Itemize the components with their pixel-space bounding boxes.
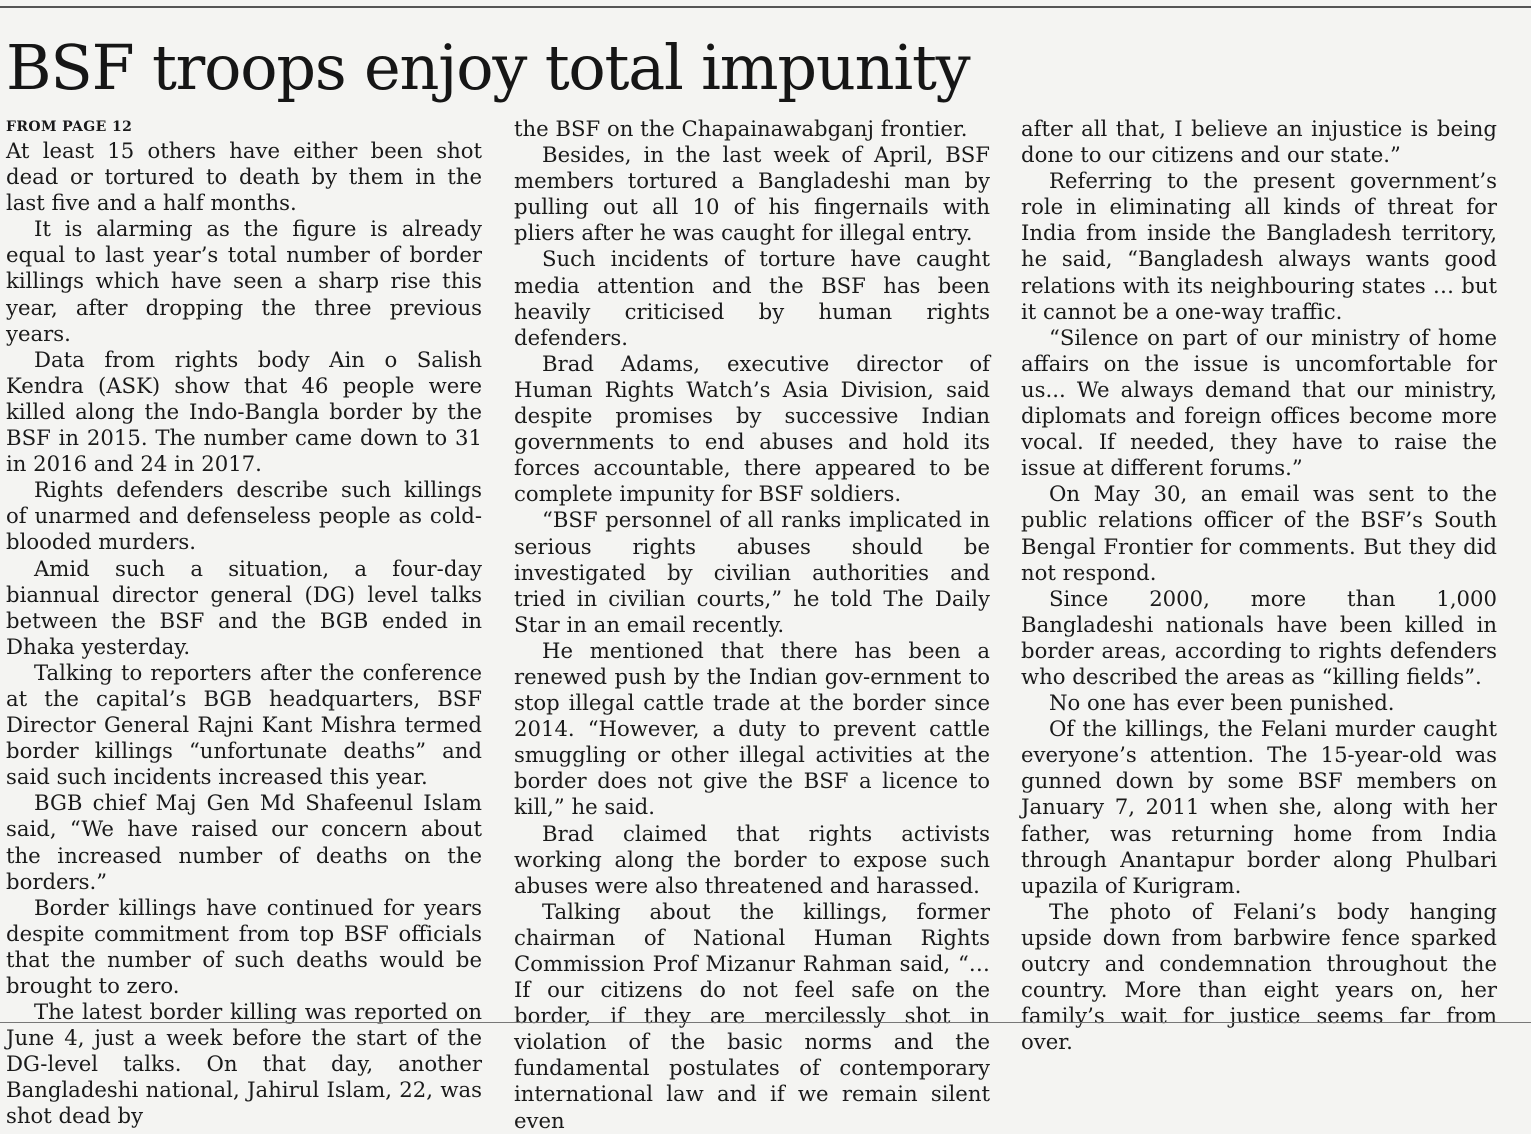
dateline: FROM PAGE 12 (6, 119, 133, 135)
paragraph: Data from rights body Ain o Salish Kendra (ASK) show that 46 people were killed along the Indo-Bangla border by the BSF in 2015. The number came down to 31 in 2016 and 24 in 2017. (6, 346, 482, 477)
paragraph: Such incidents of torture have caught media attention and the BSF has been heavily criticised by human rights defenders. (514, 246, 990, 350)
paragraph: Of the killings, the Felani murder caught everyone’s attention. The 15-year-old was gunned down by some BSF members on January 7, 2011 when she, along with her father, was returning home from India through Anantapur border along Phulbari upazila of Kurigram. (1021, 716, 1497, 898)
article-column-2 (514, 116, 990, 1133)
article-column-3 (1021, 116, 1497, 1055)
paragraph: Brad claimed that rights activists working along the border to expose such abuses were also threatened and harassed. (514, 820, 990, 898)
top-rule (0, 6, 1531, 8)
paragraph: The photo of Felani’s body hanging upside down from barbwire fence sparked outcry and condemnation throughout the country. More than eight years on, her family’s wait for justice seems far from over. (1021, 898, 1497, 1055)
paragraph: the BSF on the Chapainawabganj frontier. (514, 116, 968, 141)
paragraph: He mentioned that there has been a renewed push by the Indian gov-ernment to stop illegal cattle trade at the border since 2014. “However, a duty to prevent cattle smuggling or other illegal activities at the border does not give the BSF a licence to kill,” he said. (514, 637, 990, 820)
paragraph: Referring to the present government’s role in eliminating all kinds of threat for India from inside the Bangladesh territory, he said, “Bangladesh always wants good relations with its neighbouring states … but it cannot be a one-way traffic. (1021, 168, 1497, 324)
bottom-rule (0, 1022, 1531, 1023)
paragraph: “BSF personnel of all ranks implicated in serious rights abuses should be investigated by civilian authorities and tried in civilian courts,” he told The Daily Star in an email recently. (514, 507, 990, 637)
article-column-1 (6, 116, 482, 1129)
paragraph: Border killings have continued for years despite commitment from top BSF officials that the number of such deaths would be brought to zero. (6, 894, 482, 998)
paragraph: “Silence on part of our ministry of home affairs on the issue is uncomfortable for us... We always demand that our ministry, diplomats and foreign offices become more vocal. If needed, they have to raise the issue at different forums.” (1021, 324, 1497, 481)
paragraph: after all that, I believe an injustice is being done to our citizens and our state.” (1021, 116, 1497, 168)
headline: BSF troops enjoy total impunity (6, 31, 970, 104)
paragraph: Brad Adams, executive director of Human Rights Watch’s Asia Division, said despite promises by successive Indian governments to end abuses and hold its forces accountable, there appeared to be complete impunity for BSF soldiers. (514, 350, 990, 507)
paragraph: Besides, in the last week of April, BSF members tortured a Bangladeshi man by pulling out all 10 of his fingernails with pliers after he was caught for illegal entry. (514, 142, 990, 246)
paragraph: Talking about the killings, former chairman of National Human Rights Commission Prof Mizanur Rahman said, “… If our citizens do not feel safe on the border, if they are mercilessly shot in violation of the basic norms and the fundamental postulates of contemporary international law and if we remain silent even (514, 898, 990, 1133)
paragraph: At least 15 others have either been shot dead or tortured to death by them in the last five and a half months. (6, 138, 482, 216)
paragraph: Talking to reporters after the conference at the capital’s BGB headquarters, BSF Director General Rajni Kant Mishra termed border killings “unfortunate deaths” and said such incidents increased this year. (6, 659, 482, 790)
paragraph: Rights defenders describe such killings of unarmed and defenseless people as cold-blooded murders. (6, 477, 482, 555)
paragraph: On May 30, an email was sent to the public relations officer of the BSF’s South Bengal Frontier for comments. But they did not respond. (1021, 481, 1497, 585)
paragraph: No one has ever been punished. (1049, 690, 1395, 716)
paragraph: Amid such a situation, a four-day biannual director general (DG) level talks between the BSF and the BGB ended in Dhaka yesterday. (6, 555, 482, 659)
paragraph: It is alarming as the figure is already equal to last year’s total number of border killings which have seen a sharp rise this year, after dropping the three previous years. (6, 216, 482, 346)
paragraph: Since 2000, more than 1,000 Bangladeshi nationals have been killed in border areas, according to rights defenders who described the areas as “killing fields”. (1021, 585, 1497, 689)
paragraph: BGB chief Maj Gen Md Shafeenul Islam said, “We have raised our concern about the increased number of deaths on the borders.” (6, 790, 482, 894)
paragraph: The latest border killing was reported on June 4, just a week before the start of the DG-level talks. On that day, another Bangladeshi national, Jahirul Islam, 22, was shot dead by (6, 999, 482, 1129)
